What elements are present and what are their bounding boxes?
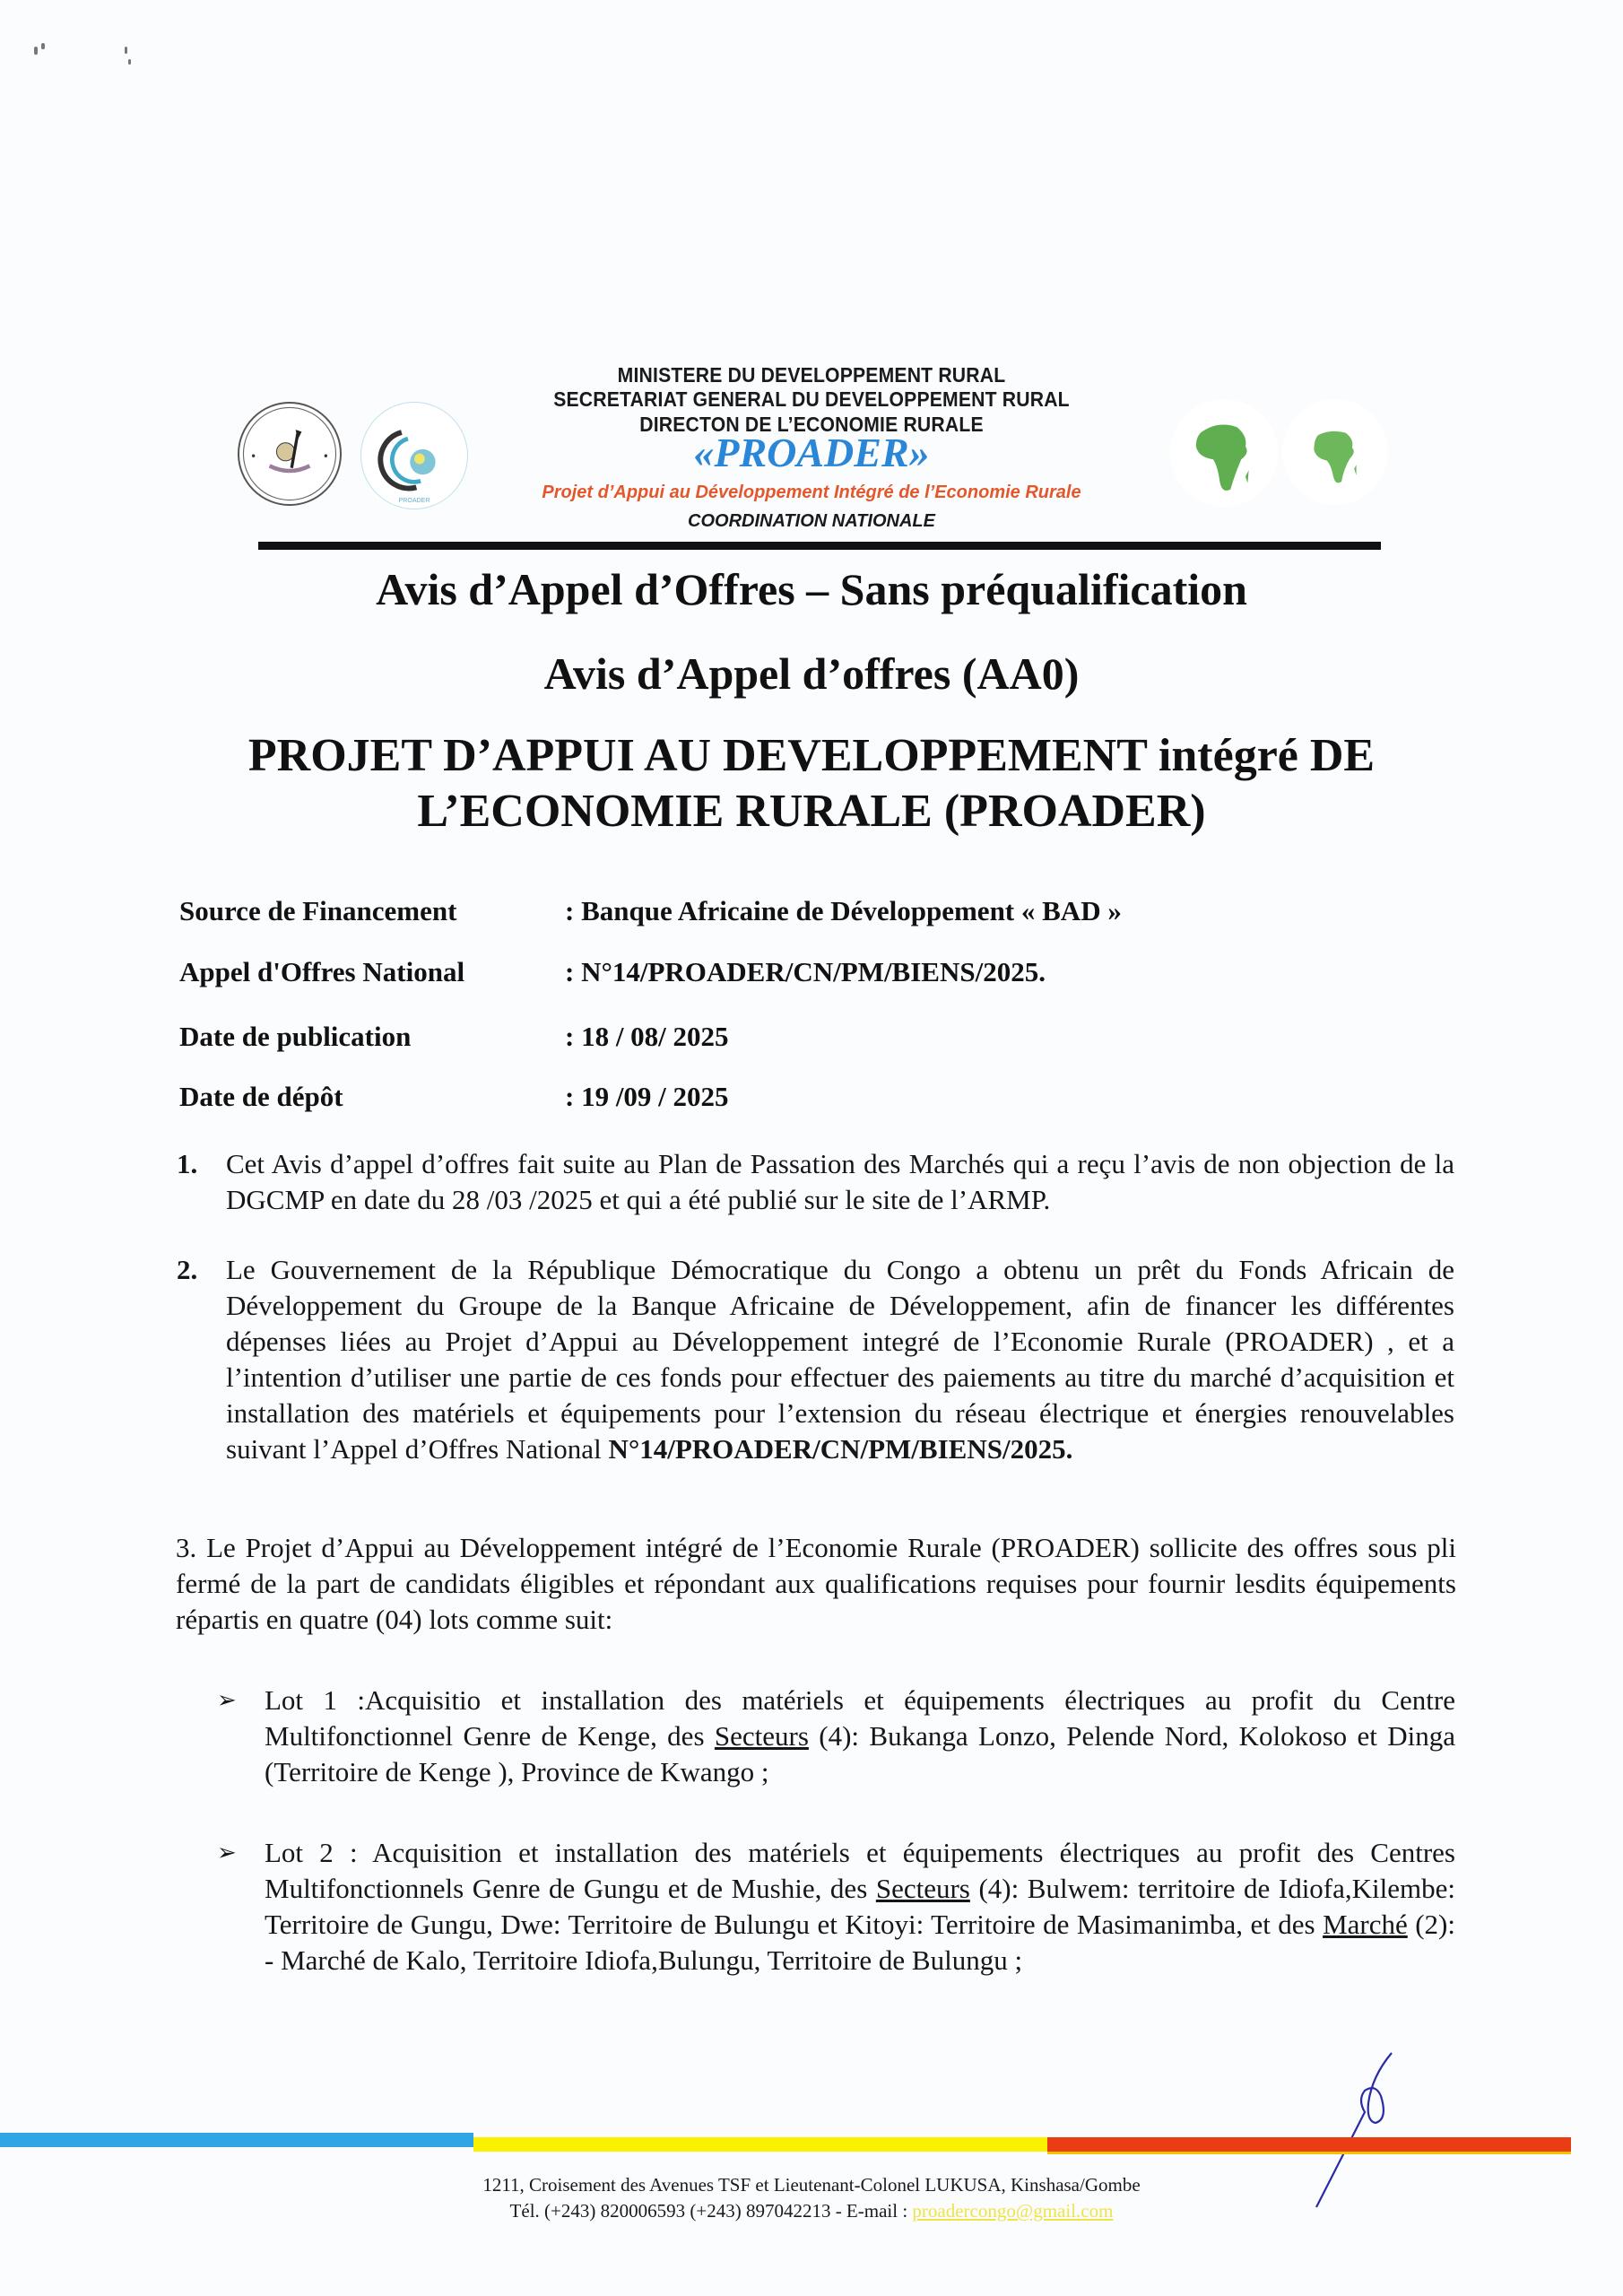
lot-text: (4): Bulwem: territoire de Idiofa,Kilembe: Territoire de Gungu, Dwe: Territoire de Bulungu et Kitoyi: Territoire de Masimanimba, et des — [265, 1873, 1455, 1940]
info-value: : Banque Africaine de Développement « BAD » — [565, 895, 1122, 926]
scan-speck — [128, 59, 131, 65]
header-rule — [258, 542, 1381, 550]
project-title — [0, 728, 1623, 839]
project-title-line-2: L’ECONOMIE RURALE (PROADER) — [417, 786, 1206, 837]
info-label: Date de publication — [179, 1021, 412, 1052]
project-title-line-1: PROJET D’APPUI AU DEVELOPPEMENT intégré DE — [247, 730, 1376, 781]
paragraph-text: Cet Avis d’appel d’offres fait suite au Plan de Passation des Marchés qui a reçu l’avis de non objection de la DGCMP en date du 28 /03 /2025 et qui a été publié sur le site de l’ARMP. — [226, 1148, 1454, 1215]
svg-text:PROADER: PROADER — [398, 496, 430, 504]
lot-text: (4): Bukanga Lonzo, Pelende Nord, Kolokoso et Dinga (Territoire de Kenge ), Province de Kwango ; — [265, 1720, 1455, 1787]
paragraph-3 — [176, 1530, 1456, 1638]
scan-speck — [41, 43, 45, 49]
info-value: : 18 / 08/ 2025 — [565, 1021, 729, 1052]
info-value: : 19 /09 / 2025 — [565, 1081, 729, 1112]
lot-2 — [217, 1835, 1455, 1979]
info-label: Source de Financement — [179, 895, 457, 926]
footer-phone: Tél. (+243) 820006593 (+243) 897042213 - E-mail : — [509, 2200, 913, 2222]
notice-title: Avis d’Appel d’Offres – Sans préqualification — [376, 564, 1247, 614]
scan-speck — [125, 47, 127, 54]
proader-brand: «PROADER» — [693, 430, 930, 475]
coordination-label: COORDINATION NATIONALE — [688, 511, 935, 531]
secretariat-name: SECRETARIAT GENERAL DU DEVELOPPEMENT RURAL — [553, 387, 1070, 411]
paragraph-text: Le Gouvernement de la République Démocratique du Congo a obtenu un prêt du Fonds Africain de Développement du Groupe de la Banque Africaine de Développement, afin de financer les différentes dépenses liées au Projet d’Appui au Développement integré de l’Economie Rurale (PROADER) , et a l’intention d’utiliser une partie de ces fonds pour effectuer des paiements au titre du marché d’acquisition et installation des matériels et équipements pour l’extension du réseau électrique et énergies renouvelables suivant l’Appel d’Offres National — [226, 1254, 1454, 1465]
paragraph-number: 2. — [177, 1254, 198, 1285]
info-label: Appel d'Offres National — [179, 956, 465, 987]
arrow-bullet-icon: ➢ — [217, 1839, 237, 1866]
info-value: : N°14/PROADER/CN/PM/BIENS/2025. — [565, 956, 1046, 987]
tender-reference: N°14/PROADER/CN/PM/BIENS/2025. — [608, 1433, 1073, 1465]
footer-address: 1211, Croisement des Avenues TSF et Lieutenant-Colonel LUKUSA, Kinshasa/Gombe — [482, 2174, 1141, 2196]
footer-contact — [0, 2200, 1623, 2222]
scan-speck — [34, 47, 38, 55]
arrow-bullet-icon: ➢ — [217, 1687, 237, 1713]
footer-bar-yellow — [473, 2137, 1047, 2152]
lot-text: Lot 1 :Acquisitio et installation des matériels et équipements électriques au profit du Centre Multifonctionnel Genre de Kenge, des — [265, 1684, 1455, 1752]
lot-1 — [217, 1683, 1455, 1790]
lot-underlined-term: Secteurs — [714, 1720, 809, 1752]
footer-bar-blue — [0, 2133, 473, 2147]
lot-text: Lot 2 : Acquisition et installation des matériels et équipements électriques au profit des Centres Multifonctionnels Genre de Gungu et de Mushie, des — [265, 1837, 1455, 1904]
footer-email-link[interactable]: proadercongo@gmail.com — [912, 2200, 1114, 2222]
info-label: Date de dépôt — [179, 1081, 343, 1112]
lot-underlined-term: Secteurs — [875, 1873, 970, 1904]
notice-subtitle: Avis d’Appel d’offres (AA0) — [543, 648, 1080, 699]
paragraph-2 — [177, 1252, 1454, 1467]
project-subtitle: Projet d’Appui au Développement Intégré de l’Economie Rurale — [542, 483, 1081, 502]
ministry-name: MINISTERE DU DEVELOPPEMENT RURAL — [617, 363, 1006, 387]
direction-name: DIRECTON DE L’ECONOMIE RURALE — [639, 413, 984, 436]
lot-underlined-term: Marché — [1323, 1909, 1408, 1940]
lot-text: (2): - Marché de Kalo, Territoire Idiofa,Bulungu, Territoire de Bulungu ; — [265, 1909, 1455, 1976]
paragraph-1 — [177, 1146, 1454, 1218]
paragraph-number: 1. — [177, 1148, 198, 1179]
paragraph-text: 3. Le Projet d’Appui au Développement intégré de l’Economie Rurale (PROADER) sollicite des offres sous pli fermé de la part de candidats éligibles et répondant aux qualifications requises pour fournir lesdits équipements répartis en quatre (04) lots comme suit: — [176, 1532, 1456, 1635]
footer-bar-red — [1047, 2137, 1571, 2154]
